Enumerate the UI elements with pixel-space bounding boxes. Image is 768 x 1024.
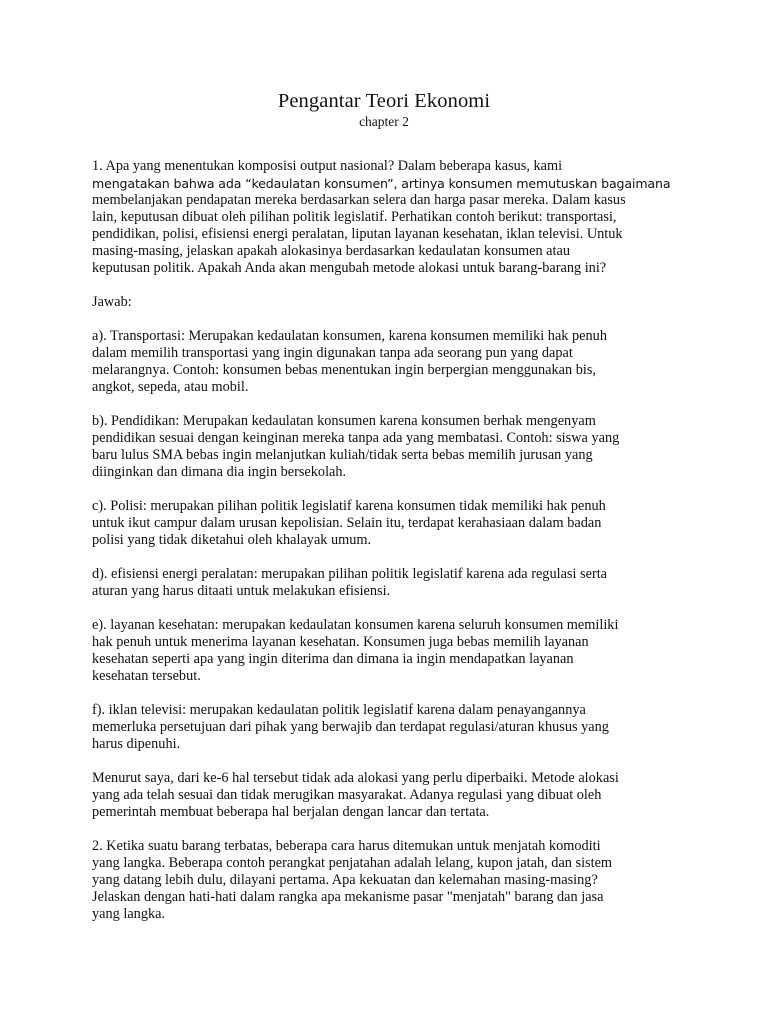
paragraph-line: mengatakan bahwa ada “kedaulatan konsumen”, artinya konsumen memutuskan bagaimana <box>92 176 671 191</box>
paragraph-line: yang langka. <box>92 906 166 922</box>
paragraph-line: c). Polisi: merupakan pilihan politik legislatif karena konsumen tidak memiliki hak penuh <box>92 498 606 514</box>
document-paragraph <box>92 328 688 396</box>
document-paragraph <box>92 617 688 685</box>
document-paragraph <box>92 498 688 549</box>
paragraph-line: yang langka. Beberapa contoh perangkat penjatahan adalah lelang, kupon jatah, dan sistem <box>92 855 613 871</box>
paragraph-line: yang datang lebih dulu, dilayani pertama. Apa kekuatan dan kelemahan masing-masing? <box>92 872 598 888</box>
document-paragraph <box>92 566 688 600</box>
paragraph-line: membelanjakan pendapatan mereka berdasarkan selera dan harga pasar mereka. Dalam kasus <box>92 192 626 208</box>
paragraph-line: diinginkan dan dimana dia ingin bersekolah. <box>92 464 347 480</box>
paragraph-line: lain, keputusan dibuat oleh pilihan politik legislatif. Perhatikan contoh berikut: transportasi, <box>92 209 617 225</box>
paragraph-line: Jawab: <box>92 294 132 310</box>
document-body <box>92 158 688 940</box>
paragraph-line: keputusan politik. Apakah Anda akan mengubah metode alokasi untuk barang-barang ini? <box>92 260 607 276</box>
paragraph-line: yang ada telah sesuai dan tidak merugikan masyarakat. Adanya regulasi yang dibuat oleh <box>92 787 602 803</box>
paragraph-line: Menurut saya, dari ke-6 hal tersebut tidak ada alokasi yang perlu diperbaiki. Metode alokasi <box>92 770 619 786</box>
paragraph-line: harus dipenuhi. <box>92 736 181 752</box>
paragraph-line: pendidikan, polisi, efisiensi energi peralatan, liputan layanan kesehatan, iklan televisi. Untuk <box>92 226 623 242</box>
paragraph-line: b). Pendidikan: Merupakan kedaulatan konsumen karena konsumen berhak mengenyam <box>92 413 596 429</box>
paragraph-line: 2. Ketika suatu barang terbatas, beberapa cara harus ditemukan untuk menjatah komoditi <box>92 838 601 854</box>
paragraph-line: aturan yang harus ditaati untuk melakukan efisiensi. <box>92 583 391 599</box>
paragraph-line: e). layanan kesehatan: merupakan kedaulatan konsumen karena seluruh konsumen memiliki <box>92 617 619 633</box>
paragraph-line: pemerintah membuat beberapa hal berjalan dengan lancar dan tertata. <box>92 804 490 820</box>
paragraph-line: 1. Apa yang menentukan komposisi output nasional? Dalam beberapa kasus, kami <box>92 158 563 174</box>
document-title: Pengantar Teori Ekonomi <box>277 90 491 112</box>
document-paragraph <box>92 702 688 753</box>
paragraph-line: melarangnya. Contoh: konsumen bebas menentukan ingin berpergian menggunakan bis, <box>92 362 596 378</box>
document-paragraph <box>92 770 688 821</box>
paragraph-line: Jelaskan dengan hati-hati dalam rangka apa mekanisme pasar "menjatah" barang dan jasa <box>92 889 604 905</box>
paragraph-line: untuk ikut campur dalam urusan kepolisian. Selain itu, terdapat kerahasiaan dalam badan <box>92 515 602 531</box>
paragraph-line: angkot, sepeda, atau mobil. <box>92 379 249 395</box>
paragraph-line: f). iklan televisi: merupakan kedaulatan politik legislatif karena dalam penayangannya <box>92 702 586 718</box>
paragraph-line: pendidikan sesuai dengan keinginan mereka tanpa ada yang membatasi. Contoh: siswa yang <box>92 430 620 446</box>
paragraph-line: kesehatan tersebut. <box>92 668 201 684</box>
document-paragraph <box>92 158 688 277</box>
document-paragraph <box>92 413 688 481</box>
paragraph-line: baru lulus SMA bebas ingin melanjutkan kuliah/tidak serta bebas memilih jurusan yang <box>92 447 593 463</box>
paragraph-line: hak penuh untuk menerima layanan kesehatan. Konsumen juga bebas memilih layanan <box>92 634 589 650</box>
paragraph-line: dalam memilih transportasi yang ingin digunakan tanpa ada seorang pun yang dapat <box>92 345 573 361</box>
paragraph-line: masing-masing, jelaskan apakah alokasinya berdasarkan kedaulatan konsumen atau <box>92 243 570 259</box>
document-paragraph <box>92 294 688 311</box>
document-paragraph <box>92 838 688 923</box>
paragraph-line: d). efisiensi energi peralatan: merupakan pilihan politik legislatif karena ada regulasi serta <box>92 566 608 582</box>
document-subtitle: chapter 2 <box>359 114 409 129</box>
paragraph-line: a). Transportasi: Merupakan kedaulatan konsumen, karena konsumen memiliki hak penuh <box>92 328 607 344</box>
paragraph-line: polisi yang tidak diketahui oleh khalayak umum. <box>92 532 372 548</box>
paragraph-line: memerluka persetujuan dari pihak yang berwajib dan terdapat regulasi/aturan khusus yang <box>92 719 609 735</box>
paragraph-line: kesehatan seperti apa yang ingin diterima dan dimana ia ingin mendapatkan layanan <box>92 651 574 667</box>
